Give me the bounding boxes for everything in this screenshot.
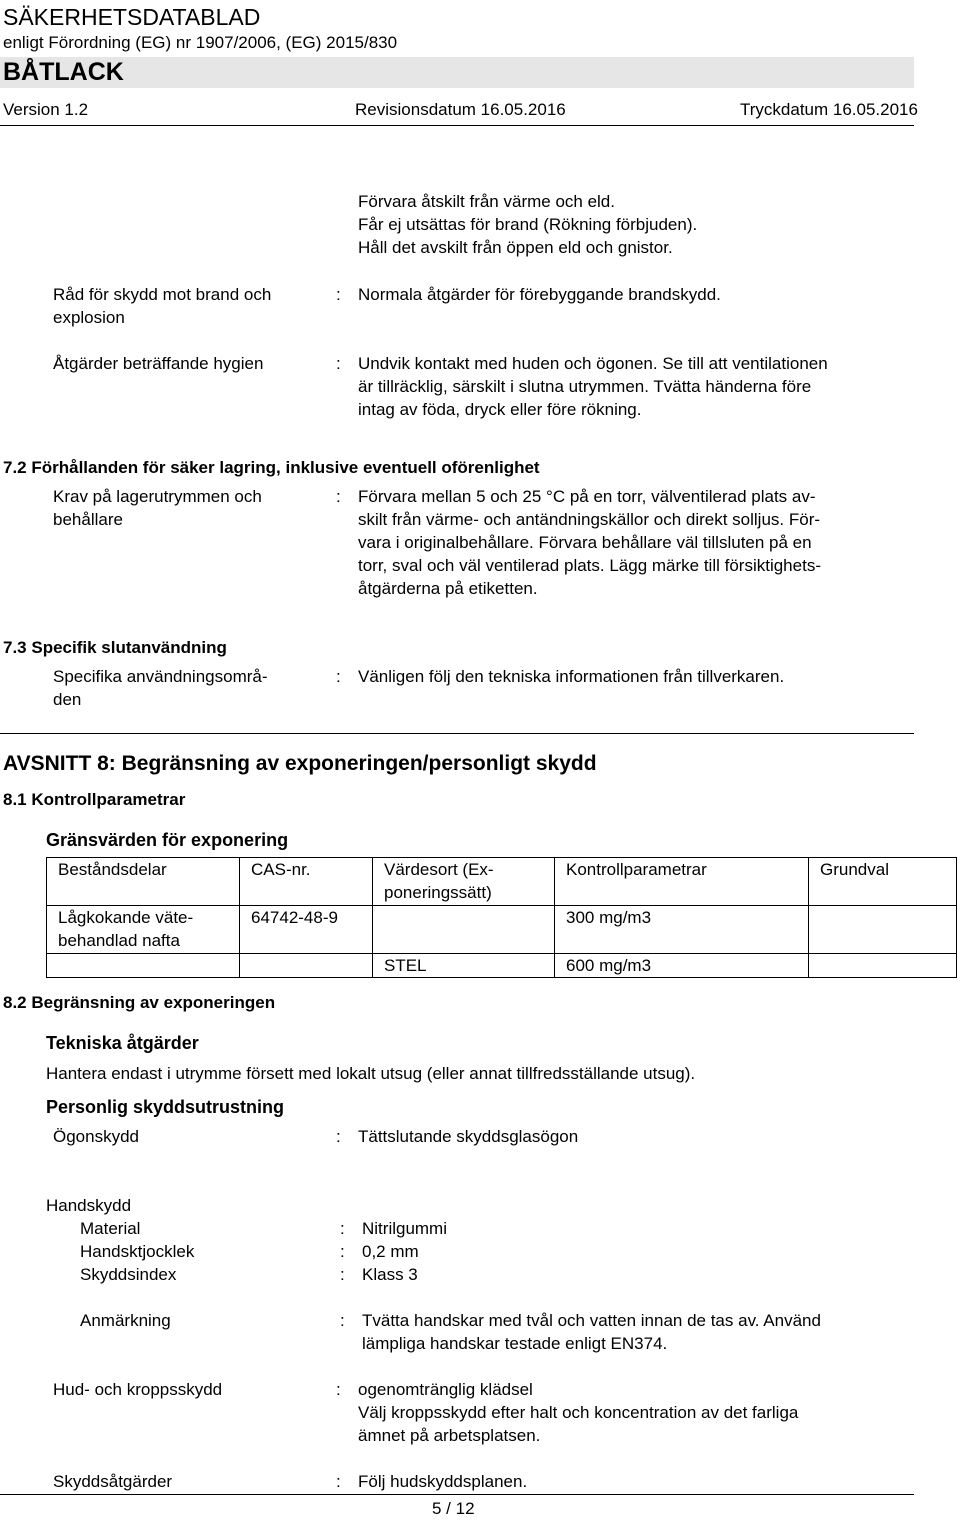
table-cell <box>809 906 957 954</box>
hygiene-value: är tillräcklig, särskilt i slutna utrymmen. Tvätta händerna före <box>358 377 812 396</box>
table-cell <box>809 954 957 978</box>
table-cell <box>47 954 240 978</box>
body-protection-value: ämnet på arbetsplatsen. <box>358 1426 541 1445</box>
exposure-limits-title: Gränsvärden för exponering <box>46 830 289 850</box>
separator-colon: : <box>336 667 341 686</box>
separator-colon: : <box>336 1380 341 1399</box>
storage-value: torr, sval och väl ventilerad plats. Lägg märke till försiktighets- <box>358 556 821 575</box>
table-cell: STEL <box>373 954 555 978</box>
hygiene-label: Åtgärder beträffande hygien <box>53 354 264 373</box>
protection-index-value: Klass 3 <box>362 1265 418 1284</box>
table-cell: 600 mg/m3 <box>555 954 809 978</box>
separator-colon: : <box>336 487 341 506</box>
end-use-value: Vänligen följ den tekniska informationen från tillverkaren. <box>358 667 785 686</box>
fire-protection-label: explosion <box>53 308 125 327</box>
body-protection-value: ogenomtränglig klädsel <box>358 1380 533 1399</box>
section-7-2-title: 7.2 Förhållanden för säker lagring, inklusive eventuell oförenlighet <box>3 458 540 477</box>
column-header: Beståndsdelar <box>47 858 240 906</box>
glove-thickness-label: Handsktjocklek <box>80 1242 195 1261</box>
end-use-label: Specifika användningsområ- <box>53 667 268 686</box>
protection-index-label: Skyddsindex <box>80 1265 177 1284</box>
protective-measures-value: Följ hudskyddsplanen. <box>358 1472 528 1491</box>
column-header: Värdesort (Ex- poneringssätt) <box>373 858 555 906</box>
section-8-1-title: 8.1 Kontrollparametrar <box>3 790 186 809</box>
separator-colon: : <box>340 1311 345 1330</box>
separator-colon: : <box>336 1472 341 1491</box>
hand-protection-title: Handskydd <box>46 1196 132 1215</box>
section-8-title: AVSNITT 8: Begränsning av exponeringen/personligt skydd <box>3 752 597 775</box>
protective-measures-label: Skyddsåtgärder <box>53 1472 173 1491</box>
storage-label: behållare <box>53 510 123 529</box>
body-protection-value: Välj kroppsskydd efter halt och koncentration av det farliga <box>358 1403 799 1422</box>
storage-label: Krav på lagerutrymmen och <box>53 487 262 506</box>
material-value: Nitrilgummi <box>362 1219 447 1238</box>
print-date: Tryckdatum 16.05.2016 <box>740 100 918 119</box>
table-row <box>47 906 957 954</box>
column-header: Kontrollparametrar <box>555 858 809 906</box>
regulation-reference: enligt Förordning (EG) nr 1907/2006, (EG) 2015/830 <box>3 33 398 52</box>
product-name: BÅTLACK <box>3 58 124 86</box>
remark-value: Tvätta handskar med tvål och vatten innan de tas av. Använd <box>362 1311 821 1330</box>
column-header: CAS-nr. <box>240 858 373 906</box>
product-band <box>0 57 914 88</box>
hygiene-value: intag av föda, dryck eller före rökning. <box>358 400 642 419</box>
hygiene-value: Undvik kontakt med huden och ögonen. Se till att ventilationen <box>358 354 828 373</box>
version-label: Version 1.2 <box>3 100 89 119</box>
document-title: SÄKERHETSDATABLAD <box>3 4 261 30</box>
separator-colon: : <box>340 1242 345 1261</box>
exposure-limits-table <box>46 857 957 978</box>
storage-value: vara i originalbehållare. Förvara behållare väl tillsluten på en <box>358 533 812 552</box>
separator-colon: : <box>340 1219 345 1238</box>
fire-protection-label: Råd för skydd mot brand och <box>53 285 272 304</box>
handling-line: Får ej utsättas för brand (Rökning förbjuden). <box>358 215 698 234</box>
table-cell <box>373 906 555 954</box>
remark-value: lämpliga handskar testade enligt EN374. <box>362 1334 668 1353</box>
eye-protection-label: Ögonskydd <box>53 1127 139 1146</box>
eye-protection-value: Tättslutande skyddsglasögon <box>358 1127 579 1146</box>
separator-colon: : <box>336 285 341 304</box>
table-cell: 64742-48-9 <box>240 906 373 954</box>
handling-line: Håll det avskilt från öppen eld och gnistor. <box>358 238 673 257</box>
end-use-label: den <box>53 690 82 709</box>
table-cell: 300 mg/m3 <box>555 906 809 954</box>
fire-protection-value: Normala åtgärder för förebyggande brandskydd. <box>358 285 721 304</box>
page-number: 5 / 12 <box>432 1499 475 1518</box>
column-header: Grundval <box>809 858 957 906</box>
table-cell: Lågkokande väte- behandlad nafta <box>47 906 240 954</box>
header-rule <box>0 125 914 126</box>
separator-colon: : <box>336 354 341 373</box>
section-8-2-title: 8.2 Begränsning av exponeringen <box>3 993 276 1012</box>
storage-value: Förvara mellan 5 och 25 °C på en torr, välventilerad plats av- <box>358 487 816 506</box>
footer-rule <box>0 1494 914 1495</box>
technical-measures-text: Hantera endast i utrymme försett med lokalt utsug (eller annat tillfredsställande utsug). <box>46 1064 696 1083</box>
table-header-row <box>47 858 957 906</box>
material-label: Material <box>80 1219 141 1238</box>
section-divider <box>0 733 914 734</box>
storage-value: åtgärderna på etiketten. <box>358 579 538 598</box>
glove-thickness-value: 0,2 mm <box>362 1242 419 1261</box>
handling-line: Förvara åtskilt från värme och eld. <box>358 192 615 211</box>
technical-measures-title: Tekniska åtgärder <box>46 1033 199 1053</box>
body-protection-label: Hud- och kroppsskydd <box>53 1380 223 1399</box>
separator-colon: : <box>336 1127 341 1146</box>
section-7-3-title: 7.3 Specifik slutanvändning <box>3 638 227 657</box>
revision-date: Revisionsdatum 16.05.2016 <box>355 100 566 119</box>
table-row <box>47 954 957 978</box>
table-cell <box>240 954 373 978</box>
remark-label: Anmärkning <box>80 1311 171 1330</box>
separator-colon: : <box>340 1265 345 1284</box>
ppe-title: Personlig skyddsutrustning <box>46 1097 285 1117</box>
storage-value: skilt från värme- och antändningskällor och direkt solljus. För- <box>358 510 821 529</box>
